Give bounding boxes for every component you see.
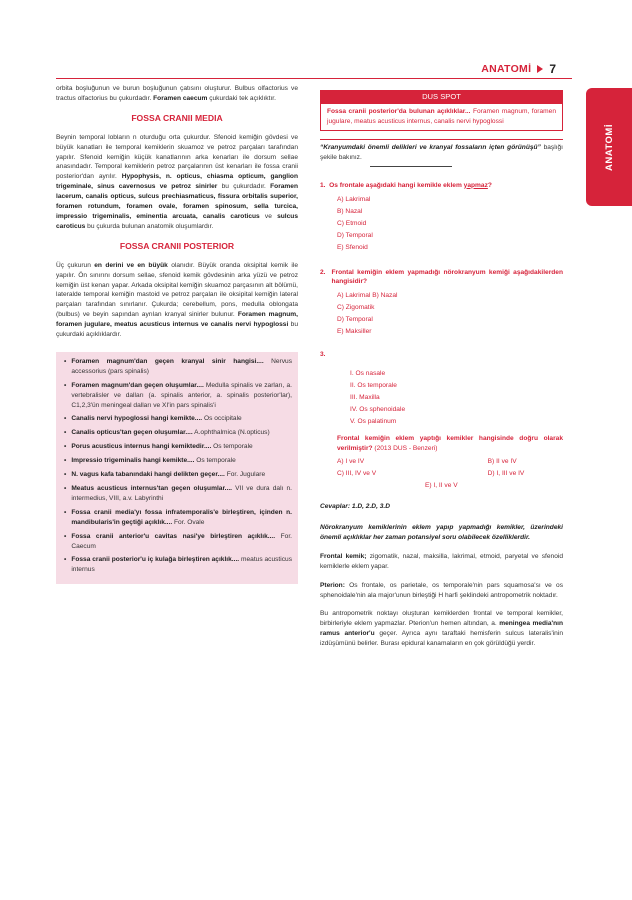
option: E) Maksiller [337,328,372,336]
roman-item: II. Os temporale [350,382,397,390]
roman-item: V. Os palatinum [350,418,397,426]
qa-item: • Foramen magnum'dan geçen oluşumlar.... Medulla spinalis ve zarları, a. vertebralisler ve dalları (a. spinalis anterior, a. spinalis posterior'lar), C1,2,3'ün meningeal dalları ve XI'in pars spinalis'i [64,381,293,409]
qa-item: • Foramen magnum'dan geçen kranyal sinir hangisi.... Nervus accessorius (pars spinalis) [64,357,292,375]
option: A) I ve IV [337,458,365,466]
qa-item: • Fossa cranii media'yı fossa infratemporalis'e birleştiren, içinden n. mandibularis'in geçtiği açıklık.... For. Ovale [64,508,292,526]
section-name: ANATOMİ [481,63,532,75]
roman-item: IV. Os sphenoidale [350,406,406,414]
frontal-bone-paragraph: Frontal kemik; zigomatik, nazal, maksilla, lakrimal, etmoid, paryetal ve sfenoid kemiklerle eklem yapar. [320,552,563,570]
page-header [481,62,556,76]
qa-item: • Canalis nervi hypoglossi hangi kemikte.... Os occipitale [64,415,242,423]
qa-item: • Porus acusticus internus hangi kemiktedir.... Os temporale [64,443,253,451]
page-number: 7 [549,62,556,76]
posterior-paragraph: Üç çukurun en derini ve en büyük olanıdır. Büyük oranda oksipital kemik ile yapılır. Ön sınırını dorsum sellae, sfenoid kemik gövdesinin arka yüzü ve petroz kemiğin üst kenarı yapar. Arkada oksipital kemiğin skuamoz parçasının alt bölümü, lateralde temporal kemiğin mastoid ve petroz parçaları ile oksipital kemiğin lateral parçaları tarafından sınırlanır. Çukurda; cerebellum, pons, medulla oblongata (bulbus) ve beyin sapından ayrılan kranyal sinirler bulunur. Foramen magnum, foramen jugulare, meatus acusticus internus ve canalis nervi hypoglossi bu çukurdaki açıklıklardır. [56,261,299,339]
option: D) I, III ve IV [487,470,525,478]
question-3-options [337,456,563,480]
question-3: Frontal kemiğin eklem yaptığı kemikler hangisinde doğru olarak verilmiştir? (2013 DUS - Benzeri) [337,435,563,453]
side-tab [586,88,632,206]
option: B) Nazal [372,292,398,300]
side-tab-label: ANATOMİ [603,123,615,171]
triangle-right-icon [537,65,543,73]
option: D) Temporal [337,316,373,324]
qa-item: • Meatus acusticus internus'tan geçen oluşumlar.... VII ve dura dalı n. intermedius, VIII, a.v. Labyrinthi [64,485,292,502]
question-3-number: 3. [320,351,326,359]
option: E) I, II ve V [425,482,458,490]
header-rule [56,78,572,79]
answers: Cevaplar: 1.D, 2.D, 3.D [320,503,390,511]
note-neurocranium: Nörokranyum kemiklerinin eklem yapıp yapmadığı kemikler, üzerindeki önemli açıklıklar her zaman potansiyel soru olabilecek özelliklerdir. [320,523,563,541]
option: A) Lakrimal [337,195,371,203]
section-title-posterior: FOSSA CRANII POSTERIOR [119,240,235,251]
question-2: 2. Frontal kemiğin eklem yapmadığı nörokranyum kemiği aşağıdakilerden hangisidir? [320,268,563,286]
option: C) III, IV ve V [337,470,377,478]
option: A) Lakrimal [337,292,371,300]
question-3-items [350,368,563,428]
qa-item: • Fossa cranii anterior'u cavitas nasi'ye birleştiren açıklık.... For. Caecum [64,532,292,550]
qa-item: • Fossa cranii posterior'u iç kulağa birleştiren açıklık.... meatus acusticus internus [64,556,292,574]
section-title-media: FOSSA CRANII MEDIA [131,112,223,123]
dus-spot-title: DUS SPOT [320,90,563,104]
qa-item: • Impressio trigeminalis hangi kemikte.... Os temporale [64,457,236,465]
option: E) Sfenoid [337,243,368,251]
media-paragraph: Beynin temporal lobların n oturduğu orta çukurdur. Sfenoid kemiğin gövdesi ve büyük kanatları ile temporal kemiklerin skuamoz ve petroz parçaları tarafından yapılır. Sfenoid kemiğin küçük kanatlarının arka kenarları ile dorsum sellae anasındadır. Temporal kemiklerin petroz parçalarının üst kenarları ile fossa cranii posterior'dan ayrılır. Hypophysis, n. opticus, chiasma opticum, ganglion trigeminale, sinus cavernosus ve petroz sinirler bu çukurdadır. Foramen lacerum, canalis opticus, sulcus prechiasmaticus, fissura orbitalis superior, foramen rotundum, foramen ovale, foramen spinosum, sella turcica, impressio trigeminalis, eminentia arcuata, canalis caroticus ve sulcus caroticus bu çukurda bulunan anatomik oluşumlardır. [56,133,298,230]
right-column [320,90,563,652]
option: C) Zigomatik [337,304,375,312]
dus-spot-body: Fossa cranii posterior'da bulunan açıklıklar... Foramen magnum, foramen jugulare, meatus acusticus internus, canalis nervi hypoglossi [320,104,563,131]
reference-note: “Kranyumdaki önemli delikleri ve kranyal fossaların içten görünüşü” başlığı şekile bakınız. [320,143,563,161]
roman-item: I. Os nasale [350,370,386,378]
pterion-detail-paragraph: Bu antropometrik noktayı oluşturan kemiklerden frontal ve temporal kemikler, birbirleriyle eklem yapmazlar. Pterion'un hemen altından, a. meningea media'nın ramus anterior'u geçer. Ayrıca aynı taraftaki hemisferin sulcus lateralis'inin izdüşümünü belirler. Burası epidural kanamaların en çok görüldüğü yerdir. [320,610,563,648]
option: B) II ve IV [487,458,517,466]
question-2-options [337,290,563,338]
roman-item: III. Maxilla [350,394,380,402]
question-1: 1. Os frontale aşağıdaki hangi kemikle eklem yapmaz? [320,181,492,189]
qa-box [56,352,298,584]
option: D) Temporal [337,231,373,239]
question-1-options [337,194,563,254]
left-column [56,84,298,584]
option: C) Etmoid [337,219,367,227]
option: B) Nazal [337,207,363,215]
qa-item: • Canalis opticus'tan geçen oluşumlar.... A.ophthalmica (N.opticus) [64,429,270,437]
dus-rule [320,139,563,140]
intro-paragraph: orbita boşluğunun ve burun boşluğunun çatısını oluşturur. Bulbus olfactorius ve tractus olfactorius bu çukurdadır. Foramen caecum çukurdaki tek açıklıktır. [56,85,298,102]
qa-item: • N. vagus kafa tabanındaki hangi delikten geçer.... For. Jugulare [64,471,266,479]
pterion-paragraph: Pterion: Os frontale, os parietale, os temporale'nin pars squamosa'sı ve os sphenoidale'nin ala major'unun birleştiği H harfi şeklindeki antropometrik noktadır. [320,581,563,599]
